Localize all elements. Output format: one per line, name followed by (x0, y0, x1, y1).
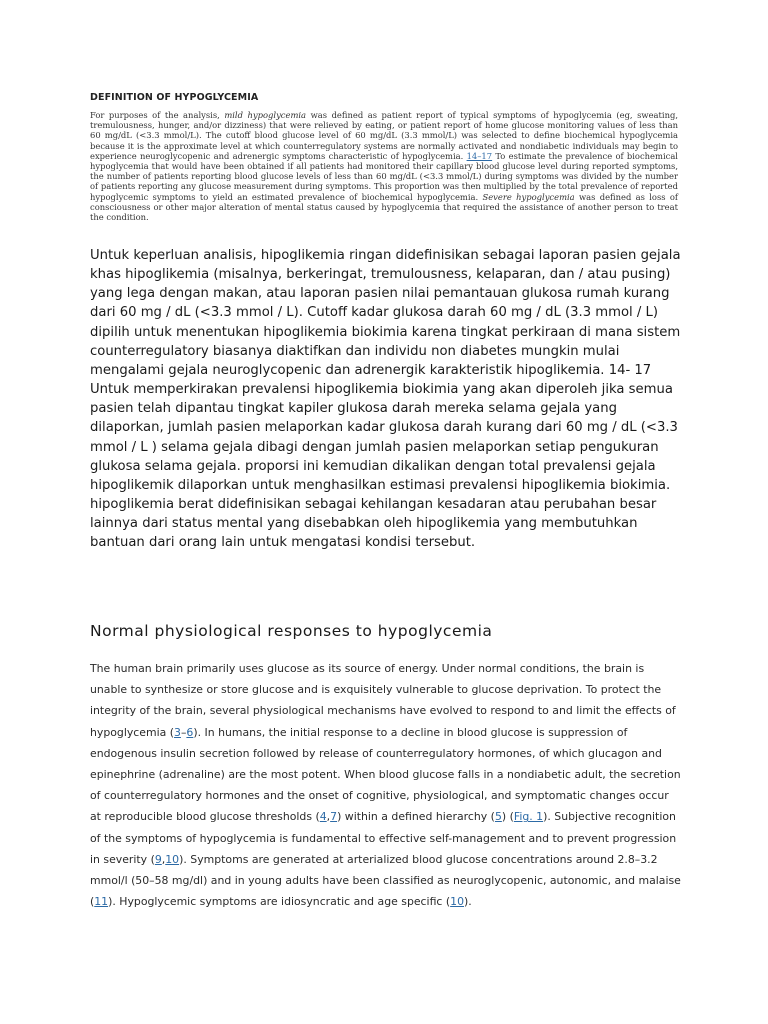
reference-link-14-17[interactable]: 14–17 (466, 150, 493, 161)
reference-link-3[interactable]: 3 (174, 725, 181, 739)
section-text-7: ). Hypoglycemic symptoms are idiosyncratic and age specific ( (108, 895, 451, 909)
definition-text-3: To estimate the prevalence of biochemical hypoglycemia that would have been obtained if all patients had monitored their capillary blood glucose level during reported symptoms, the number of patients reporting blood glucose levels of less than 60 mg/dL (<3.3 mmol/L) during symptoms was divided by the number of patients reporting any glucose measurement during symptoms. This proportion was then multiplied by the total prevalence of reported hypoglycemic symptoms to yield an estimated prevalence of biochemical hypoglycemia. (90, 150, 678, 202)
definition-text-2: was defined as patient report of typical symptoms of hypoglycemia (eg, sweating, tremulousness, hunger, and/or dizziness) that were relieved by eating, or patient report of home glucose monitoring values of less than 60 mg/dL (<3.3 mmol/L). The cutoff blood glucose level of 60 mg/dL (3.3 mmol/L) was selected to define biochemical hypoglycemia because it is the approximate level at which counterregulatory systems are normally activated and nondiabetic individuals may begin to experience neuroglycopenic and adrenergic symptoms characteristic of hypoglycemia. (90, 110, 678, 161)
figure-link-1[interactable]: Fig. 1 (513, 810, 544, 824)
section-text-3: ) within a defined hierarchy ( (337, 810, 495, 824)
section-text-2: ). In humans, the initial response to a decline in blood glucose is suppression of endogenous insulin secretion followed by release of counterregulatory hormones, of which glucagon and epinephrine (adrenaline) are the most potent. When blood glucose falls in a nondiabetic adult, the secretion of counterregulatory hormones and the onset of cognitive, physiological, and symptomatic changes occur at reproducible blood glucose thresholds ( (90, 725, 681, 824)
ref-comma: , (326, 810, 331, 824)
section-text-8: ). (464, 895, 472, 909)
section-paragraph (90, 658, 682, 912)
reference-link-5[interactable]: 5 (494, 810, 502, 824)
section-text-4: ) ( (501, 810, 514, 824)
mild-hypoglycemia-term: mild hypoglycemia (224, 110, 307, 120)
section-text-1: The human brain primarily uses glucose as its source of energy. Under normal conditions, the brain is unable to synthesize or store glucose and is exquisitely vulnerable to glucose deprivation. To protect the integrity of the brain, several physiological mechanisms have evolved to respond to and limit the effects of hypoglycemia ( (90, 662, 676, 739)
reference-link-7[interactable]: 7 (330, 810, 338, 824)
reference-link-11[interactable]: 11 (94, 895, 109, 909)
definition-text-4: was defined as loss of consciousness or other major alteration of mental status caused by hypoglycemia that required the assistance of another person to treat the condition. (90, 191, 678, 223)
section-text-5: ). Subjective recognition of the symptoms of hypoglycemia is fundamental to effective self-management and to prevent progression in severity ( (90, 810, 677, 866)
section-heading: Normal physiological responses to hypoglycemia (90, 622, 493, 640)
ref-comma-2: , (161, 852, 166, 866)
reference-link-4[interactable]: 4 (319, 810, 327, 824)
definition-heading: DEFINITION OF HYPOGLYCEMIA (90, 92, 259, 103)
range-dash: – (180, 725, 187, 739)
reference-link-10-b[interactable]: 10 (450, 895, 464, 909)
definition-paragraph (90, 110, 678, 222)
definition-text-1: For purposes of the analysis, (90, 110, 225, 120)
severe-hypoglycemia-term: Severe hypoglycemia (482, 191, 575, 202)
translation-paragraph: Untuk keperluan analisis, hipoglikemia ringan didefinisikan sebagai laporan pasien gejala khas hipoglikemia (misalnya, berkeringat, tremulousness, kelaparan, dan / atau pusing) yang lega dengan makan, atau laporan pasien nilai pemantauan glukosa rumah kurang dari 60 mg / dL (<3.3 mmol / L). Cutoff kadar glukosa darah 60 mg / dL (3.3 mmol / L) dipilih untuk menentukan hipoglikemia biokimia karena tingkat perkiraan di mana sistem counterregulatory biasanya diaktifkan dan individu non diabetes mungkin mulai mengalami gejala neuroglycopenic dan adrenergik karakteristik hipoglikemia. 14- 17 Untuk memperkirakan prevalensi hipoglikemia biokimia yang akan diperoleh jika semua pasien telah dipantau tingkat kapiler glukosa darah mereka selama gejala yang dilaporkan, jumlah pasien melaporkan kadar glukosa darah kurang dari 60 mg / dL (<3.3 mmol / L ) selama gejala dibagi dengan jumlah pasien melaporkan setiap pengukuran glukosa selama gejala. proporsi ini kemudian dikalikan dengan total prevalensi gejala hipoglikemik dilaporkan untuk menghasilkan estimasi prevalensi hipoglikemia biokimia. hipoglikemia berat didefinisikan sebagai kehilangan kesadaran atau perubahan besar lainnya dari status mental yang disebabkan oleh hipoglikemia yang membutuhkan bantuan dari orang lain untuk mengatasi kondisi tersebut. (90, 248, 681, 551)
reference-link-10[interactable]: 10 (165, 852, 180, 866)
reference-link-9[interactable]: 9 (154, 852, 162, 866)
section-text-6: ). Symptoms are generated at arterialized blood glucose concentrations around 2.8–3.2 mmol/l (50–58 mg/dl) and in young adults have been classified as neuroglycopenic, autonomic, and malaise ( (90, 852, 681, 909)
reference-link-6[interactable]: 6 (186, 725, 194, 739)
